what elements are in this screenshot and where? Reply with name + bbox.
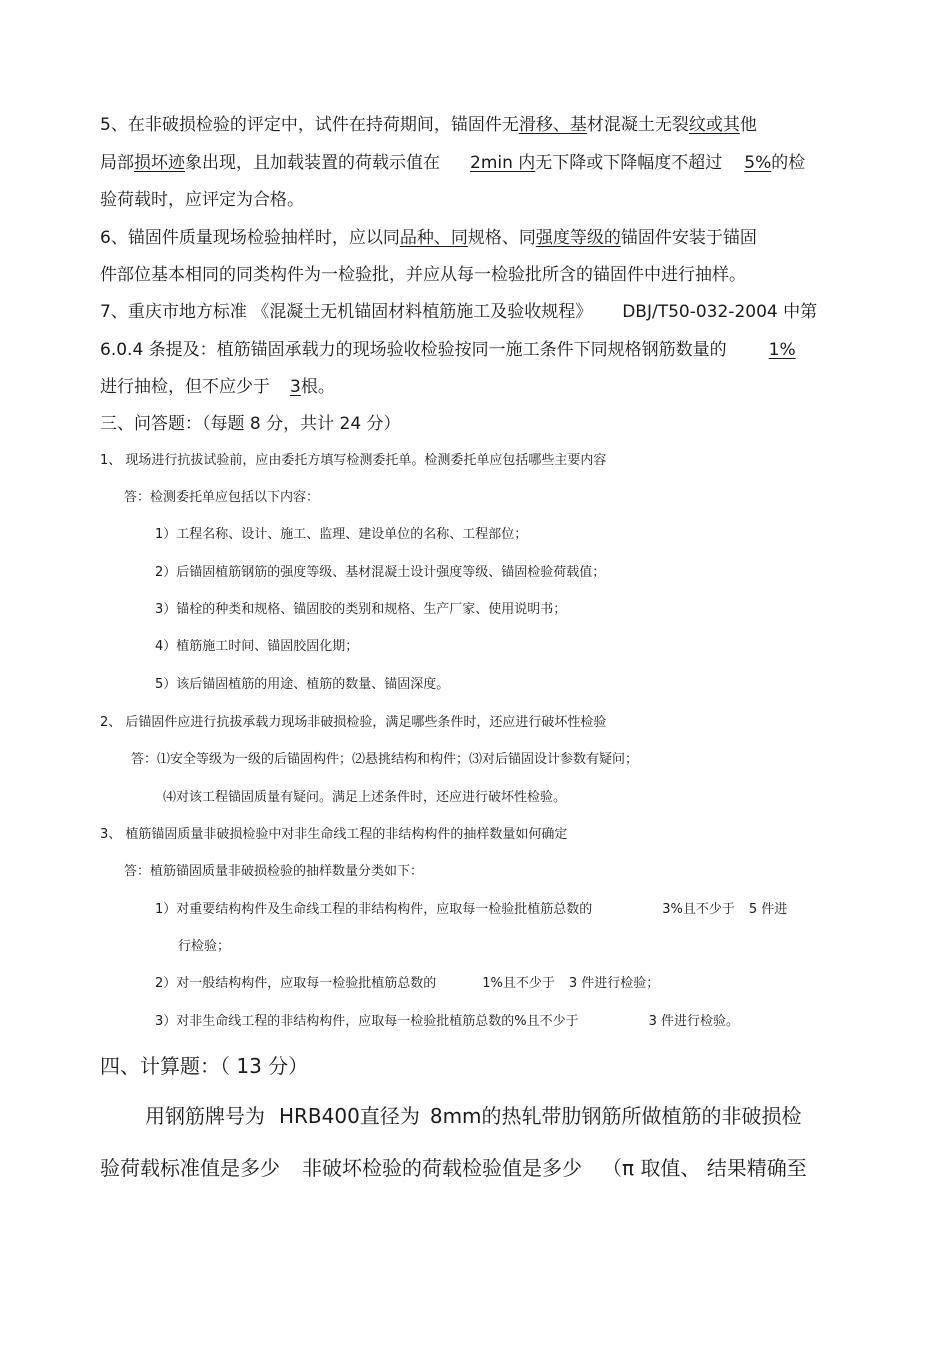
section4-line1 [145, 1100, 802, 1129]
item6-text: 锚固件安装于锚固 [620, 228, 757, 248]
q2-answer: ⑷对该工程锚固质量有疑问。满足上述条件时，还应进行破坏性检验。 [163, 790, 567, 805]
q3-question: 3、 植筋锚固质量非破损检验中对非生命线工程的非结构构件的抽样数量如何确定 [100, 827, 568, 842]
q3-text: 3 件进行检验。 [648, 1014, 740, 1029]
q1-point: 2）后锚固植筋钢筋的强度等级、基材混凝土设计强度等级、锚固检验荷载值； [155, 565, 606, 580]
q3-point [155, 898, 787, 917]
q3-text: 1%且不少于 [482, 976, 555, 991]
item5-text: 象出现，且加载装置的荷载示值在 [185, 153, 440, 173]
section4-text: 8mm [429, 1104, 482, 1128]
q1-answer: 答：检测委托单应包括以下内容： [124, 490, 320, 505]
section4-text: 的热轧带肋钢筋所做植筋的非破损检 [481, 1104, 802, 1128]
q3-answer: 答：植筋锚固质量非破损检验的抽样数量分类如下： [124, 864, 424, 879]
item7-text: 进行抽检，但不应少于 [100, 377, 270, 397]
item5-text: 局部 [100, 153, 134, 173]
item6-text: 6、锚固件质量现场检验抽样时，应以同 [100, 228, 400, 248]
item5-line3: 验荷载时，应评定为合格。 [100, 190, 304, 210]
q3-text: 3）对非生命线工程的非结构构件，应取每一检验批植筋总数的%且不少于 [155, 1014, 579, 1029]
q1-point: 4）植筋施工时间、锚固胶固化期； [155, 639, 359, 654]
item7-underline: 3 [290, 377, 301, 397]
q3-text: 3 件进行检验； [568, 976, 660, 991]
item6-underline: 品种、同 [399, 228, 468, 248]
item7-text: DBJ/T50-032-2004 中第 [622, 302, 818, 322]
item5-underline: 纹或其 [688, 115, 740, 135]
item7-text: 7、重庆市地方标准 《混凝土无机锚固材料植筋施工及验收规程》 [100, 302, 593, 322]
section4-title: 四、计算题：（ 13 分） [100, 1054, 309, 1078]
q1-point: 3）锚栓的种类和规格、锚固胶的类别和规格、生产厂家、使用说明书； [155, 602, 567, 617]
q3-text: 5 件进 [748, 902, 788, 917]
item5-line2 [100, 148, 805, 173]
section4-text: 非破坏检验的荷载检验值是多少 [302, 1156, 582, 1180]
q3-text: 3%且不少于 [662, 902, 735, 917]
item5-underline: 5% [744, 153, 772, 173]
section4-text: （π 取值、 结果精确至 [602, 1156, 807, 1180]
q3-point [155, 1010, 739, 1029]
item5-line1 [100, 110, 757, 135]
section4-text: 验荷载标准值是多少 [100, 1156, 280, 1180]
section4-text: HRB400 [279, 1104, 360, 1128]
item5-text: 无下降或下降幅度不超过 [535, 153, 723, 173]
q3-point-cont: 行检验； [178, 939, 231, 954]
item6-line1 [100, 223, 757, 248]
item6-underline: 强度等级的 [535, 228, 621, 248]
q1-point: 1）工程名称、设计、施工、监理、建设单位的名称、工程部位； [155, 527, 528, 542]
q2-answer: 答：⑴安全等级为一级的后锚固构件；⑵悬挑结构和构件；⑶对后锚固设计参数有疑问； [131, 752, 639, 767]
item7-underline: 1% [768, 340, 796, 360]
item6-text: 规格、同 [467, 228, 536, 248]
item7-line3 [100, 372, 335, 397]
section4-text: 用钢筋牌号为 [145, 1104, 265, 1128]
q3-text: 1）对重要结构构件及生命线工程的非结构构件，应取每一检验批植筋总数的 [155, 902, 593, 917]
q1-point: 5）该后锚固植筋的用途、植筋的数量、锚固深度。 [155, 677, 450, 692]
item7-line1 [100, 297, 817, 322]
q1-question: 1、 现场进行抗拔试验前，应由委托方填写检测委托单。检测委托单应包括哪些主要内容 [100, 453, 607, 468]
item6-line2: 件部位基本相同的同类构件为一检验批，并应从每一检验批所含的锚固件中进行抽样。 [100, 265, 746, 285]
item5-text: 他 [739, 115, 757, 135]
item7-text: 6.0.4 条提及：植筋锚固承载力的现场验收检验按同一施工条件下同规格钢筋数量的 [100, 340, 727, 360]
item5-underline: 滑移、基 [518, 115, 587, 135]
q3-point [155, 972, 659, 991]
section4-text: 直径为 [359, 1104, 420, 1128]
item7-text: 根。 [300, 377, 335, 397]
item5-underline: 2min 内 [470, 153, 536, 173]
item7-line2 [100, 335, 796, 360]
q2-question: 2、 后锚固件应进行抗拔承载力现场非破损检验，满足哪些条件时，还应进行破坏性检验 [100, 715, 607, 730]
section4-line2 [100, 1152, 807, 1181]
item5-text: 材混凝土无裂 [586, 115, 689, 135]
section3-title: 三、问答题：（每题 8 分，共计 24 分） [100, 414, 401, 434]
item5-text: 5、在非破损检验的评定中，试件在持荷期间，锚固件无 [100, 115, 519, 135]
q3-text: 2）对一般结构构件，应取每一检验批植筋总数的 [155, 976, 437, 991]
item5-underline: 损坏迹 [134, 153, 185, 173]
item5-text: 的检 [771, 153, 806, 173]
